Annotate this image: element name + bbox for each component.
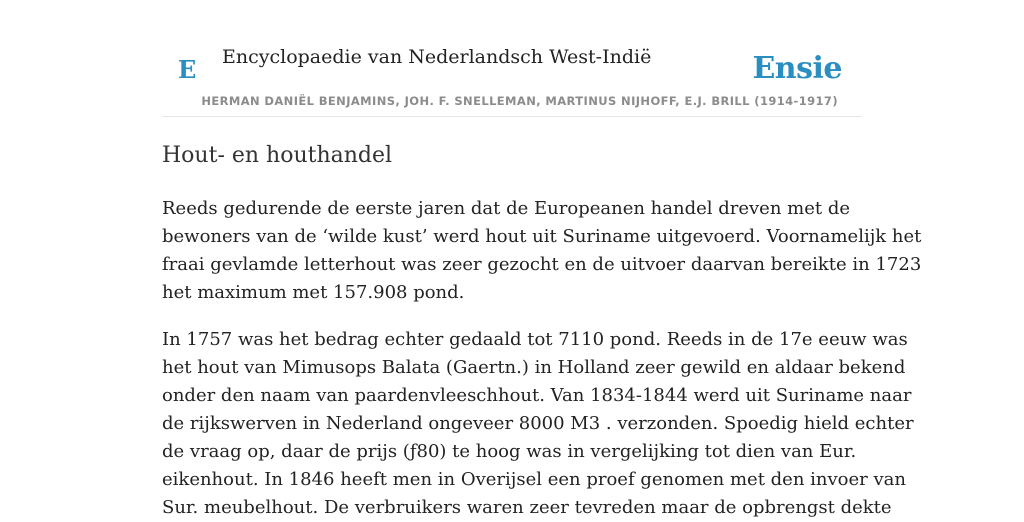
- entry-title: Hout- en houthandel: [162, 143, 393, 168]
- book-logo[interactable]: E: [178, 55, 197, 84]
- entry-paragraph: [162, 195, 922, 307]
- book-title[interactable]: Encyclopaedie van Nederlandsch West-Indië: [222, 46, 652, 68]
- page: [162, 0, 922, 522]
- paragraph-line: het maximum met 157.908 pond.: [162, 282, 465, 303]
- ensie-logo[interactable]: Ensie: [752, 51, 842, 86]
- paragraph-line: het hout van Mimusops Balata (Gaertn.) in Holland zeer gewild en aldaar bekend: [162, 357, 906, 378]
- paragraph-line: de vraag op, daar de prijs (ƒ80) te hoog was in vergelijking tot dien van Eur.: [162, 441, 857, 462]
- paragraph-line: onder den naam van paardenvleeschhout. Van 1834-1844 werd uit Suriname naar: [162, 385, 912, 406]
- paragraph-line: fraai gevlamde letterhout was zeer gezocht en de uitvoer daarvan bereikte in 1723: [162, 254, 922, 275]
- paragraph-line: Reeds gedurende de eerste jaren dat de Europeanen handel dreven met de: [162, 198, 850, 219]
- paragraph-line: bewoners van de ‘wilde kust’ werd hout uit Suriname uitgevoerd. Voornamelijk het: [162, 226, 922, 247]
- book-authors: HERMAN DANIËL BENJAMINS, JOH. F. SNELLEMAN, MARTINUS NIJHOFF, E.J. BRILL (1914-1917): [201, 94, 838, 108]
- entry-paragraph: [162, 326, 914, 522]
- paragraph-line: eikenhout. In 1846 heeft men in Overijsel een proef genomen met den invoer van: [162, 469, 906, 490]
- paragraph-line: de rijkswerven in Nederland ongeveer 8000 M3 . verzonden. Spoedig hield echter: [162, 413, 914, 434]
- paragraph-line: Sur. meubelhout. De verbruikers waren zeer tevreden maar de opbrengst dekte: [162, 497, 892, 518]
- paragraph-line: In 1757 was het bedrag echter gedaald tot 7110 pond. Reeds in de 17e eeuw was: [162, 329, 908, 350]
- site-header: [162, 0, 862, 117]
- entry-body: [162, 195, 922, 522]
